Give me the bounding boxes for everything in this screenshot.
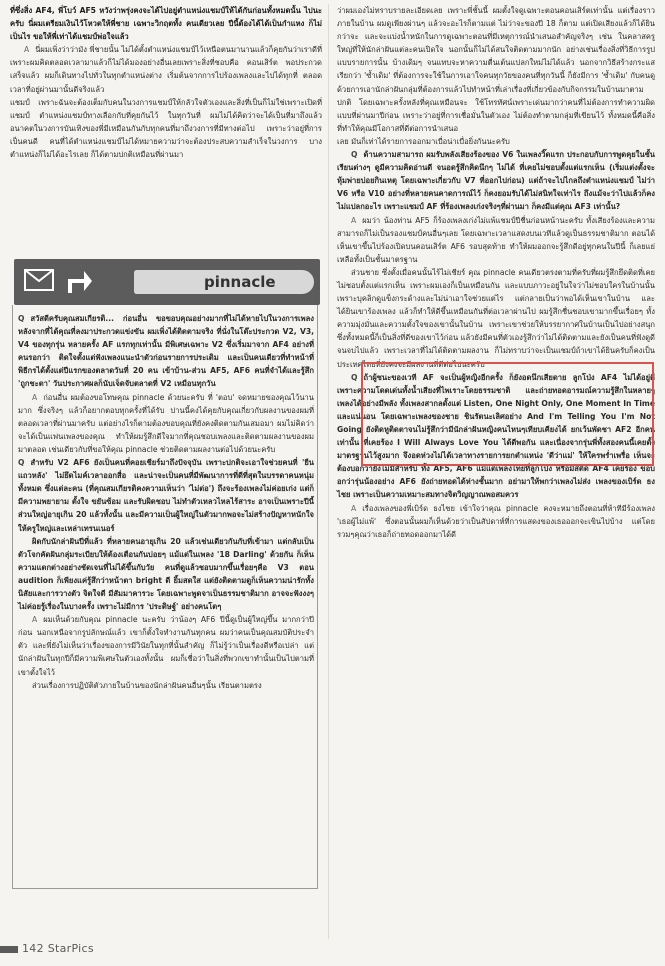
intro-paragraph: ที่ซึ่งสิ่ง AF4, พี่โบว์ AF5 หวังว่าพรุ่งคงจะได้ไปอยู่ตำแหน่งแชมป์ให้ได้กันก่อนทั้งหมดนั้น ไปนะครับ นี่ผมเตรียมเงินไว้โหวตให้พี่ชาย เฉพาะวิกฤตทั้ง คนเดียวเลย ปีนี้ต้องได้ได้เป็นกำแหง ก็ไม่เป็นไร ขอให้พี่เท่าได้แชมป์พ่อใจแล้ว <box>10 6 322 42</box>
question-marker: Q <box>351 150 358 160</box>
answer-paragraph: A ผมว่า น้องท่าน AF5 ก็ร้องเพลงเก่งไม่แพ้แชมป์ปีชื่นก่อนหน้านะครับ ทั้งเสียงร้องและความสามารถก็ไม่เป็นรองแชมป์คนอื่นๆเลย โดยเฉพาะเวลาแสดงบนเวทีแล้วดูเป็นธรรมชาติมาก ตอนได้เห็นเขาขึ้นไปร้องเปิดบนคอนเสิร์ต AF6 รอบสุดท้าย ทำให้ผมออกจะรู้สึกดีอยู่ทุกคนในปีนี้ ก็เลยแย่เหลือทั้งเป็นชั้นมาตรฐาน <box>337 215 655 264</box>
highlight-annotation-box <box>361 362 654 466</box>
mailbox-header <box>14 259 320 305</box>
question-paragraph-continued: ผิดกับนักล่าฝันปีที่แล้ว ที่หลายคนอายุเกิน 20 แล้วเช่นเดียวกันกับที่เข้ามา แต่กลับเป็นตัวโจกคัดฝันกลุ่มระเบียบให้ต้องเตือนกันบ่อยๆ แม้แต่ในเพลง '18 Darling' ด้วยกัน ก็เห็นความแตกต่างอย่างชัดเจนที่ไม่ได้ขึ้นกับวัย คนที่ดูแล้วชอบมากขึ้นเรื่อยๆคือ V3 ตอน audition ก็เพียงแค่รู้สึกว่าหน้าตา bright ดี ยิ้มสดใส แต่ยังติดตามดูก็เห็นความน่ารักทั้งนิสัยและการวางตัว จิตใจดี มีสัมมาคารวะ โดยเฉพาะพูดจาเป็นธรรมชาติมาก อาจจะฟังงงๆไม่ค่อยรู้เรื่องในบางครั้ง เพราะไม่มีการ 'ประดิษฐ์' อย่างคนโตๆ <box>18 536 314 612</box>
question-paragraph: Q ถ้าผู้ชนะของเวที AF จะเป็นผู้หญิงอีกครั้ง ก็ยังอดนึกเสียดาย ลูกโป่ง AF4 ไม่ได้อยู่ดี เพราะความโดดเด่นทั้งน้ำเสียงที่ไพเราะโดยธรรมชาติ และถ่ายทอดอารมณ์ความรู้สึกในหลายๆเพลงได้อย่างมีพลัง ทั้งเพลงสากลดั้งแต่ Listen, One Night Only, One Moment In Time และแน่นอน โดยเฉพาะเพลงของชาย ชินรัตนะเลิศอย่าง And I'm Telling You I'm Not Going ยังติดหูติดตาจนไม่รู้สึกว่ามีนักล่าฝันหญิงคนไหนๆเทียบเคียงได้ ยกเว้นพัดชา AF2 อีกคนเท่านั้น ที่เคยร้อง I Will Always Love You ได้ดีพอกัน และเนื่องจากรุ่นพี่ทั้งสองคนนี้เคยตั้งมาตรฐานไว้สูงมาก จึงอดห่วงไม่ได้เวลาทางรายการยกตำแหน่ง 'ดีว่าแม่' ให้ใครพร่ำเพรื่อ เห็นจะต้องบอกว่ายังไม่มีสำหรับ ทั้ง AF5, AF6 แม้แต่เพลงไทยที่ลูกโป่ง หรือมิสติด AF4 เคยร้อง ขอบอกว่ารุ่นน้องอย่าง AF6 ยังถ่ายทอดได้ห่างชั้นมาก อย่ามาให้พกว่าเพลงไม่ส่ง เพลงของเบิร์ด ธงไชย เพราะเป็นความเหมาะสมทางจิตวิญญาณพอสมควร <box>337 372 655 500</box>
answer-marker: A <box>32 615 38 625</box>
envelope-icon <box>24 269 54 291</box>
footer-bar <box>0 946 18 953</box>
answer-marker: A <box>32 392 38 402</box>
question-paragraph: Q สวัสดีครับคุณสมเกียรติ... ก่อนอื่น ขอขอบคุณอย่างมากที่ไม่ได้หายไปในวงการเพลงหลังจากที่ได้คุณที่ลงมาประกวดแข่งขัน ผมเพิ่งได้ติดตามจริง ที่นั่งในโต๊ะประกวด V2, V3, V4 ของทุกรุ่น หลายครั้ง AF แรกทุกเท่านั้น มีพิเศษเฉพาะ V2 ซึ่งเริ่มมาจาก AF4 อย่างที่คนรอกว่า ติดใจตั้งแต่ฟังเพลงแนะนำตัวก่อนรายการประเดิม และเป็นคนเดียวที่ทำหน้าที่พิธีกรได้ตั้งแต่ปีแรกของตลาดวันที่ 20 คน เข้าบ้าน-ส่วน AF5, AF6 คนที่จำได้และรู้สึก 'ถูกชะตา' วันประกาศผลก็นับเจ็ดจับตลาดที่ V2 เหมือนทุกวัน <box>18 314 314 389</box>
question-marker: Q <box>18 458 25 468</box>
answer-paragraph-continued: ส่วนชาย ซึ่งตั้งเมื่อคนนั้นไร้ไม่เชียร์ คุณ pinnacle คนเดียวตรงตามที่ครับที่ผมรู้สึกยึดติดที่เคยไม่ชอบตั้งแต่แรกเห็น เพราะผมเองก็เป็นเหมือนกัน และแบบภาวะอยู่ในใจว่าไม่ชอบใครในบ้านนั้น เพราะบุคลิกดูแข็งกระด้างและไม่น่าเอาใจช่วยแต่ไร แต่กลายเป็นว่าพอได้เห็นเขาในบ้าน และได้ยินเขาร้องเพลง แล้วก็ทำให้ดีขึ้นเหมือนกันที่ต่อเวลาผ่านไป ผมรู้สึกชื่นชอบเขามากขึ้นเรื่อยๆ ทั้งความมุ่งมั่นและความตั้งใจของเขานั้นในบ้าน เพราะเขาช่วยให้บรรยากาศในบ้านเป็นไปอย่างสนุก ซึ่งทั้งหมดนี้ก็เป็นสิ่งที่ดีของเขาไว้ก่อน แล้วยังมีคนที่ตัวเองรู้สึกว่าไม่ได้ติดตามและยังเป็นคนที่ฟังดูดีจนจบไปแล้ว เพราะเวลาที่ไม่ได้ติดตามผลงาน ก็ไม่ทราบว่าจะเป็นแชมป์ถ้าเขาได้ยินครับก็คงเป็นประเทศไทยที่ยังคงจะมีผลงานที่ดีต่อไปนะครับ <box>337 267 655 369</box>
answer-closing: เลย มันก็เท่าได้รายการออกมาเบื่อน่าเบื่อยิ่งกันนะครับ <box>337 136 510 146</box>
question-marker: Q <box>18 314 25 323</box>
magazine-name: StarPics <box>47 942 94 955</box>
page-number: 142 <box>22 942 44 955</box>
answer-paragraph-continued: แชมป์ เพราะฉันจะต้องเต็มกับคนในวงการแชมป์ให้กลัวใจตัวเองและสิ่งที่เป็นก็ไม่ใช่เพราะเปิดที่แชมป์ ตำแหน่งแชมป์ทางเลือกกับที่คุยกันไว้ ในทุกวันที่ ผมไม่ได้คิดว่าจะได้เป็นที่มาถึงแล้ว อนาคตในวงการบันเทิงของพี่มีเหมือนกันกับทุกคนที่มาถึงวงการที่มีทางต่อไป เพราะว่าอยู่ที่การเป็นคนดี คนที่ได้ตำแหน่งแชมป์ไม่ได้หมายความว่าจะต้องประสบความสำเร็จในวงการ บางตำแหน่งก็ไม่ได้อะไรเลย ก็ได้ตามปกติเหมือนที่ผ่านมา <box>10 97 322 160</box>
answer-paragraph: A ผมเห็นด้วยกับคุณ pinnacle นะครับ ว่าน้องๆ AF6 ปีนี้ดูเป็นผู้ใหญ่ขึ้น มากกว่าปีก่อน นอกเหนือจากรูปลักษณ์แล้ว เขาก็ตั้งใจทำงานกันทุกคน ผมว่าคนเป็นคุณสมบัติประจำตัว และพี่ยังไม่เห็นว่าเรื่องของการมีวินัยในทุกที่นั้นสำคัญ ก็ไม่รู้ว่าเป็นเรื่องดีหรือเปล่า แต่นักล่าฝันในทุกปีก็มีความพิเศษในตัวเองทั้งนั้น ผมก็เชื่อว่าในสิ่งที่พวกเขาทำนั้นเป็นไปตามที่เขาตั้งใจไว้ <box>18 615 314 677</box>
answer-paragraph: A เรื่องเพลงของพี่เบิร์ด ธงไชย เข้าใจว่าคุณ pinnacle คงจะหมายถึงตอนที่ห้าทีมีร้องเพลง 'เธอผู้ไม่แพ้' ซึ่งตอนนั้นผมก็เห็นด้วยว่าเป็นสัปดาห์ที่การแสดงของเธอออกจะเขินไปบ้าง แต่โดยรวมๆคุณว่าเธอก็ถ่ายทอดออกมาได้ดี <box>337 503 655 539</box>
letter-content <box>18 312 314 692</box>
question-marker: Q <box>351 372 358 382</box>
answer-marker: A <box>351 215 357 225</box>
answer-paragraph-continued: ว่าผมเองไม่ทราบรายละเอียดเลย เพราะพี่ชั้นนี้ ผมตั้งใจดูเฉพาะตอนคอนเสิร์ตเท่านั้น แต่เรื่องราวภายในบ้าน ผมดูเพียงผ่านๆ แล้วจะอะไรก็ตามแต่ ไม่ว่าจะของปี 18 ก็ตาม แต่เปิดเสียงแล้วก็ได้ยินกว่าจะ และจะแบ่งน้ำหนักในการดูเฉพาะตอนที่มีเหตุการณ์นำเสนอสำคัญจริงๆ เช่น ในคลาสครูใหญ่ที่ให้นักล่าฝันแต่ละคนเปิดใจ นอกนั้นก็ไม่ได้สนใจติดตามมากนัก อย่างเช่นเรื่องสิ่งที่วิธีการรูปแบบรายการนั้น บ้างเดิมๆ จนแทบจะหาความตื่นเต้นแปลกใหม่ไม่ได้แล้ว นอกจากวิธีสร้างกระแสเรียกว่า 'ซ้ำเดิม' ที่ต้องการจะใช้ในการเอาใจคนทุกวัยของคนที่ทุกวันนี้ ก็ยังมีการ 'ซ้ำเดิม' กับคนดู ด้วยการเอานักล่าฝันกลุ่มที่ต้องการแล้วไปทำหน้าที่เล่าเรื่องที่เกี่ยวข้องกับกิจกรรมในบ้านมาตามปกติ โดยเฉพาะครั้งหลังที่คุณเหมือนจะ ใช้โทรทัศน์เพราะเด่นมากว่าคนที่ไม่ต้องการทำความผิดแบบที่ผ่านมาปีก่อน เพราะว่าอยู่ที่การเชื่อมั่นในตัวเอง ไม่ต้องทำตามกลุ่มที่เขียนไว้ ทั้งหมดนี้คือสิ่งที่ทำให้คุณมีโอกาสที่ดีต่อการนำเสนอ <box>337 6 655 133</box>
question-paragraph: Q สำหรับ V2 AF6 ยังเป็นคนที่คอยเชียร์มาถึงปัจจุบัน เพราะปกติจะเอาใจช่วยคนที่ 'ยืนแถวหลัง' ไม่ยึดไมค์เวลาออกสื่อ และน่าจะเป็นคนที่มีพัฒนาการที่ดีที่สุดในบรรดาคนหนุ่มทั้งหมด ซึ่งแต่ละคน (ที่คุณสมเกียรติคงความเห็นว่า 'ไม่ต่อ') ถึงจะร้องเพลงไม่ค่อยเก่ง แต่ก็มีความพยายาม ตั้งใจ ขยันซ้อม และรับผิดชอบ ไม่ทำตัวเหลวไหลไร้สาระ อาจเป็นเพราะปีนี้ส่วนใหญ่อายุเกิน 20 แล้วทั้งนั้น และมีความเป็นผู้ใหญ่ในตัวมากพอจะไม่สร้างปัญหาหนักใจให้ครูใหญ่และเหล่าเทรนเนอร์ <box>18 458 314 533</box>
answer-marker: A <box>351 503 357 513</box>
question-paragraph: Q ด้านความสามารถ ผมรับพลังเสียงร้องของ V6 ในเพลงวิ๊ดแรก ประกอบกับการพูดคุยในชั้นเรียนต่างๆ ดูมีความคิดอ่านดี จนอดรู้สึกคิดนึกๆ ไม่ได้ ที่เคยไม่ชอบตั้งแต่แรกเห็น (เริ่มแต่งตั้งจะหุ้มพ่ายบ่อยกินเหตุ โดยเฉพาะเกี่ยวกับ V7 ที่ออกไปก่อน) แต่ถ้าจะไปไกลถึงตำแหน่งแชมป์ ไม่ว่า V6 หรือ V10 อย่างที่หลายคนคาดการณ์ไว้ ก็คงยอมรับได้ไม่สนิทใจเท่าไร ถึงแม้จะว่าไปแล้วก็คงไม่แปลกอะไร เพราะแชมป์ AF ที่ร้องเพลงเก่งจริงๆที่ผ่านมา ก็คงมีแต่คุณ AF3 เท่านั้น? <box>337 150 655 212</box>
left-column <box>10 4 322 161</box>
column-divider <box>328 4 329 939</box>
reply-arrow-icon <box>64 267 94 295</box>
answer-paragraph-continued: ส่วนเรื่องการปฏิบัติตัวภายในบ้านของนักล่าฝันคนอื่นๆนั้น เรียนตามตรง <box>32 680 262 690</box>
mailbox-sender-name: pinnacle <box>134 270 314 294</box>
answer-paragraph: A นี่ผมเพิ่งว่าว่ามัง พี่ชายนั้น ไม่ได้ตั้งตำแหน่งแชมป์ไว้เหนือตนมานานแล้วก็คุยกันว่าเราดีที่ เพราะผมคิดตลอดเวลามาแล้วก็ไม่ได้มองอย่างอื่นเลยเพราะสิ่งที่ชอบคือ คอนเสิร์ต พอประกวดเสร็จแล้ว ผมก็เดินทางไปทั่วในทุกตำแหน่งต่าง เริ่มต้นจากการไปร้องเพลงและไปได้ทุกที่ ตลอดเวลาที่อยู่ผ่านมานั้นดีจริงแล้ว <box>10 45 322 94</box>
answer-paragraph: A ก่อนอื่น ผมต้องขอโทษคุณ pinnacle ด้วยนะครับ ที่ 'ตอบ' จดหมายของคุณไว้นานมาก ซึ่งจริงๆ แล้วก็อยากตอบทุกครั้งที่ได้รับ ปานนี้คงได้คุยกับคุณเกี่ยวกับผลงานของผมที่ตลอดเวลาที่ผ่านมาครับ แต่อย่างไรก็ตามต้องขอบคุณที่ยังคงติดตามกันเสมอมา ผมไม่คิดว่าจะได้เป็นแฟนเพลงของคุณ ทำให้ผมรู้สึกดีใจมากที่คุณชอบเพลงและติดตามผลงานของผมมาตลอด เช่นเดียวกับที่ขอให้คุณ pinnacle ช่วยติดตามผลงานต่อไปด้วยนะครับ <box>18 392 314 454</box>
answer-marker: A <box>24 45 30 55</box>
page-footer <box>22 942 94 955</box>
